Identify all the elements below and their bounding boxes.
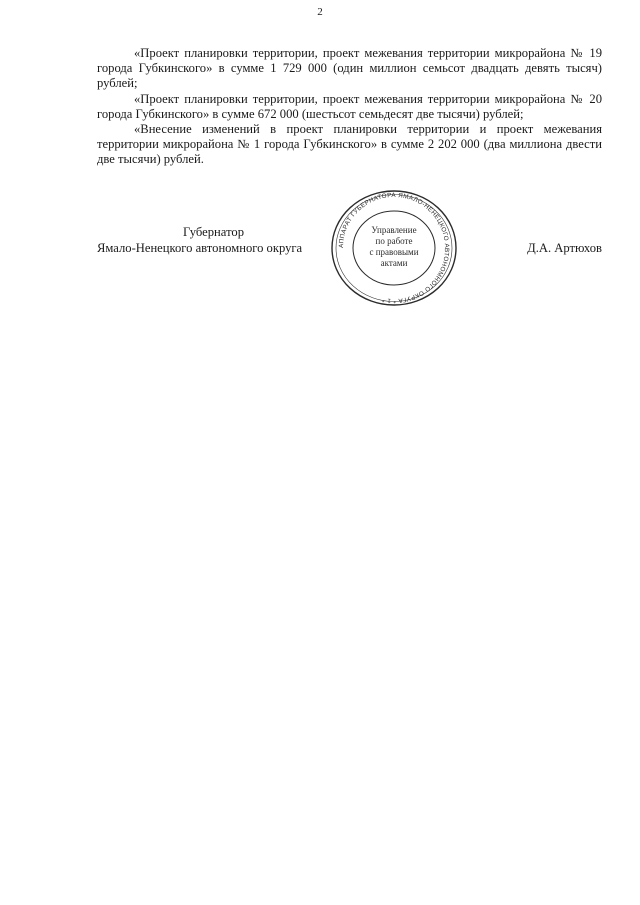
signature-organization: Ямало-Ненецкого автономного округа: [97, 241, 303, 255]
seal-center-line-3: с правовыми: [369, 247, 419, 257]
body-text: [97, 46, 602, 168]
paragraph-microdistrict-19: «Проект планировки территории, проект межевания территории микрорайона № 19 города Губкинского» в сумме 1 729 000 (один миллион семьсот двадцать девять тысяч) рублей;: [97, 46, 602, 91]
seal-center-line-4: актами: [380, 258, 408, 268]
signature-title: Губернатор: [183, 225, 244, 239]
seal-center-line-2: по работе: [375, 236, 413, 246]
official-seal: [330, 189, 458, 307]
page-number: 2: [317, 6, 323, 18]
paragraph-microdistrict-1: «Внесение изменений в проект планировки территории и проект межевания территории микрорайона № 1 города Губкинского» в сумме 2 202 000 (два миллиона двести две тысячи) рублей.: [97, 122, 602, 167]
official-seal-graphic: [330, 189, 458, 307]
seal-center-line-1: Управление: [371, 225, 417, 235]
seal-ring-text-path: АППАРАТ ГУБЕРНАТОРА ЯМАЛО-НЕНЕЦКОГО АВТОНОМНОГО ОКРУГА * 1 *: [337, 191, 451, 305]
paragraph-microdistrict-20: «Проект планировки территории, проект межевания территории микрорайона № 20 города Губкинского» в сумме 672 000 (шестьсот семьдесят две тысячи) рублей;: [97, 91, 602, 121]
signature-name: Д.А. Артюхов: [527, 241, 602, 255]
